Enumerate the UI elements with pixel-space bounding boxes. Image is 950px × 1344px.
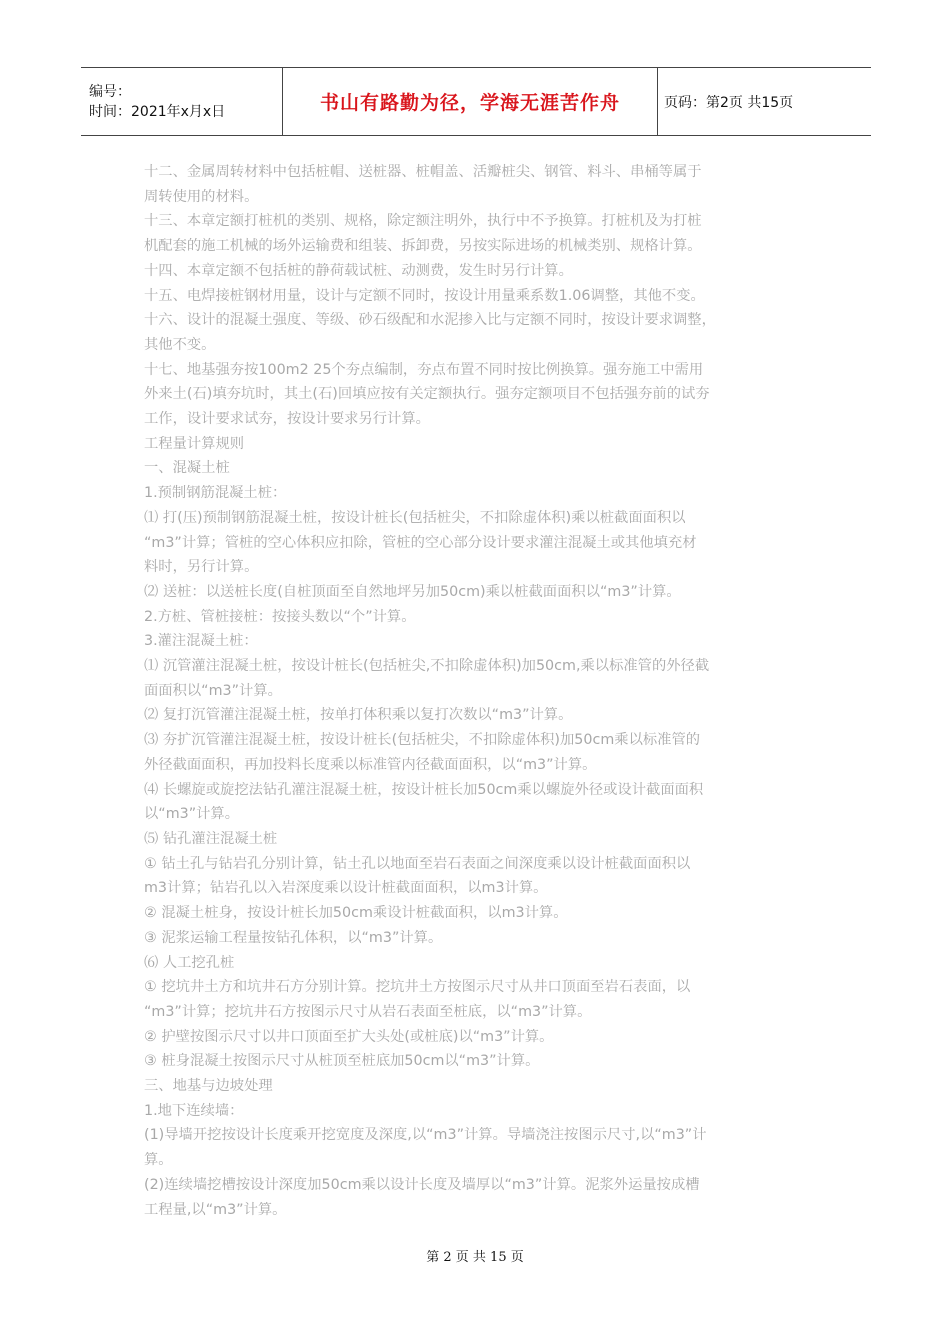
header-left-cell [81, 68, 283, 135]
text-line: 外径截面面积，再加投料长度乘以标准管内径截面面积，以“m3”计算。 [144, 756, 597, 773]
text-line: ⑶ 夯扩沉管灌注混凝土桩，按设计桩长(包括桩尖，不扣除虚体积)加50cm乘以标准管的 [144, 732, 701, 749]
text-line: ⑷ 长螺旋或旋挖法钻孔灌注混凝土桩，按设计桩长加50cm乘以螺旋外径或设计截面面积 [144, 781, 704, 798]
text-line: ① 钻土孔与钻岩孔分别计算，钻土孔以地面至岩石表面之间深度乘以设计桩截面面积以 [144, 855, 691, 872]
text-line: ② 护壁按图示尺寸以井口顶面至扩大头处(或桩底)以“m3”计算。 [144, 1028, 554, 1045]
header-motto-cell [283, 68, 658, 135]
text-line: 2.方桩、管桩接桩：按接头数以“个”计算。 [144, 608, 416, 625]
text-line: 十七、地基强夯按100m2 25个夯点编制，夯点布置不同时按比例换算。强夯施工中需用 [144, 361, 704, 378]
text-line: 三、地基与边坡处理 [144, 1078, 273, 1095]
text-line: 十三、本章定额打桩机的类别、规格，除定额注明外，执行中不予换算。打桩机及为打桩 [144, 213, 702, 230]
text-line: 以“m3”计算。 [144, 806, 240, 823]
text-line: ① 挖坑井土方和坑井石方分别计算。挖坑井土方按图示尺寸从井口顶面至岩石表面，以 [144, 979, 691, 996]
text-line: 料时，另行计算。 [144, 559, 259, 576]
text-line: m3计算；钻岩孔以入岩深度乘以设计桩截面面积，以m3计算。 [144, 880, 548, 897]
text-line: ⑵ 复打沉管灌注混凝土桩，按单打体积乘以复打次数以“m3”计算。 [144, 707, 573, 724]
text-line: ③ 泥浆运输工程量按钻孔体积，以“m3”计算。 [144, 929, 443, 946]
text-line: ⑸ 钻孔灌注混凝土桩 [144, 830, 278, 847]
doc-number-label: 编号： [89, 83, 131, 100]
text-line: 十六、设计的混凝土强度、等级、砂石级配和水泥掺入比与定额不同时，按设计要求调整， [144, 312, 716, 329]
text-line: 1.地下连续墙： [144, 1102, 244, 1119]
text-line: 十四、本章定额不包括桩的静荷载试桩、动测费，发生时另行计算。 [144, 262, 573, 279]
text-line: 1.预制钢筋混凝土桩： [144, 485, 287, 502]
text-line: 工作，设计要求试夯，按设计要求另行计算。 [144, 411, 430, 428]
text-line: ③ 桩身混凝土按图示尺寸从桩顶至桩底加50cm以“m3”计算。 [144, 1053, 540, 1070]
text-line: (1)导墙开挖按设计长度乘开挖宽度及深度,以“m3”计算。导墙浇注按图示尺寸,以“m3”计 [144, 1127, 707, 1144]
header-right-cell [658, 68, 871, 135]
document-body [144, 160, 810, 1222]
page-header [81, 67, 871, 136]
text-line: ⑴ 沉管灌注混凝土桩，按设计桩长(包括桩尖,不扣除虚体积)加50cm,乘以标准管的外径截 [144, 658, 710, 675]
text-line: 算。 [144, 1152, 173, 1169]
page-footer [0, 1246, 950, 1265]
text-line: “m3”计算；管桩的空心体积应扣除，管桩的空心部分设计要求灌注混凝土或其他填充材 [144, 534, 697, 551]
text-line: 外来土(石)填夯坑时，其土(石)回填应按有关定额执行。强夯定额项目不包括强夯前的试夯 [144, 386, 710, 403]
text-line: ⑵ 送桩：以送桩长度(自桩顶面至自然地坪另加50cm)乘以桩截面面积以“m3”计算。 [144, 583, 681, 600]
doc-time-label: 时间：2021年x月x日 [89, 103, 226, 120]
text-line: “m3”计算；挖坑井石方按图示尺寸从岩石表面至桩底，以“m3”计算。 [144, 1003, 592, 1020]
header-page-label: 页码：第2页 共15页 [664, 94, 794, 111]
text-line: 其他不变。 [144, 336, 216, 353]
footer-page-number: 第 2 页 共 15 页 [426, 1250, 524, 1265]
text-line: 十二、金属周转材料中包括桩帽、送桩器、桩帽盖、活瓣桩尖、钢管、料斗、串桶等属于 [144, 164, 702, 180]
text-line: ⑹ 人工挖孔桩 [144, 954, 235, 971]
text-line: 一、混凝土桩 [144, 460, 230, 477]
text-line: (2)连续墙挖槽按设计深度加50cm乘以设计长度及墙厚以“m3”计算。泥浆外运量按成槽 [144, 1176, 700, 1193]
text-line: 工程量计算规则 [144, 435, 245, 452]
text-line: 面面积以“m3”计算。 [144, 682, 282, 699]
text-line: 工程量,以“m3”计算。 [144, 1201, 287, 1218]
text-line: ② 混凝土桩身，按设计桩长加50cm乘设计桩截面积，以m3计算。 [144, 905, 568, 922]
text-line: 3.灌注混凝土桩： [144, 633, 258, 650]
text-line: ⑴ 打(压)预制钢筋混凝土桩，按设计桩长(包括桩尖，不扣除虚体积)乘以桩截面面积以 [144, 509, 686, 526]
text-line: 周转使用的材料。 [144, 188, 259, 205]
text-line: 十五、电焊接桩钢材用量，设计与定额不同时，按设计用量乘系数1.06调整，其他不变。 [144, 287, 705, 304]
text-line: 机配套的施工机械的场外运输费和组装、拆卸费，另按实际进场的机械类别、规格计算。 [144, 238, 702, 255]
header-motto: 书山有路勤为径，学海无涯苦作舟 [319, 92, 620, 114]
